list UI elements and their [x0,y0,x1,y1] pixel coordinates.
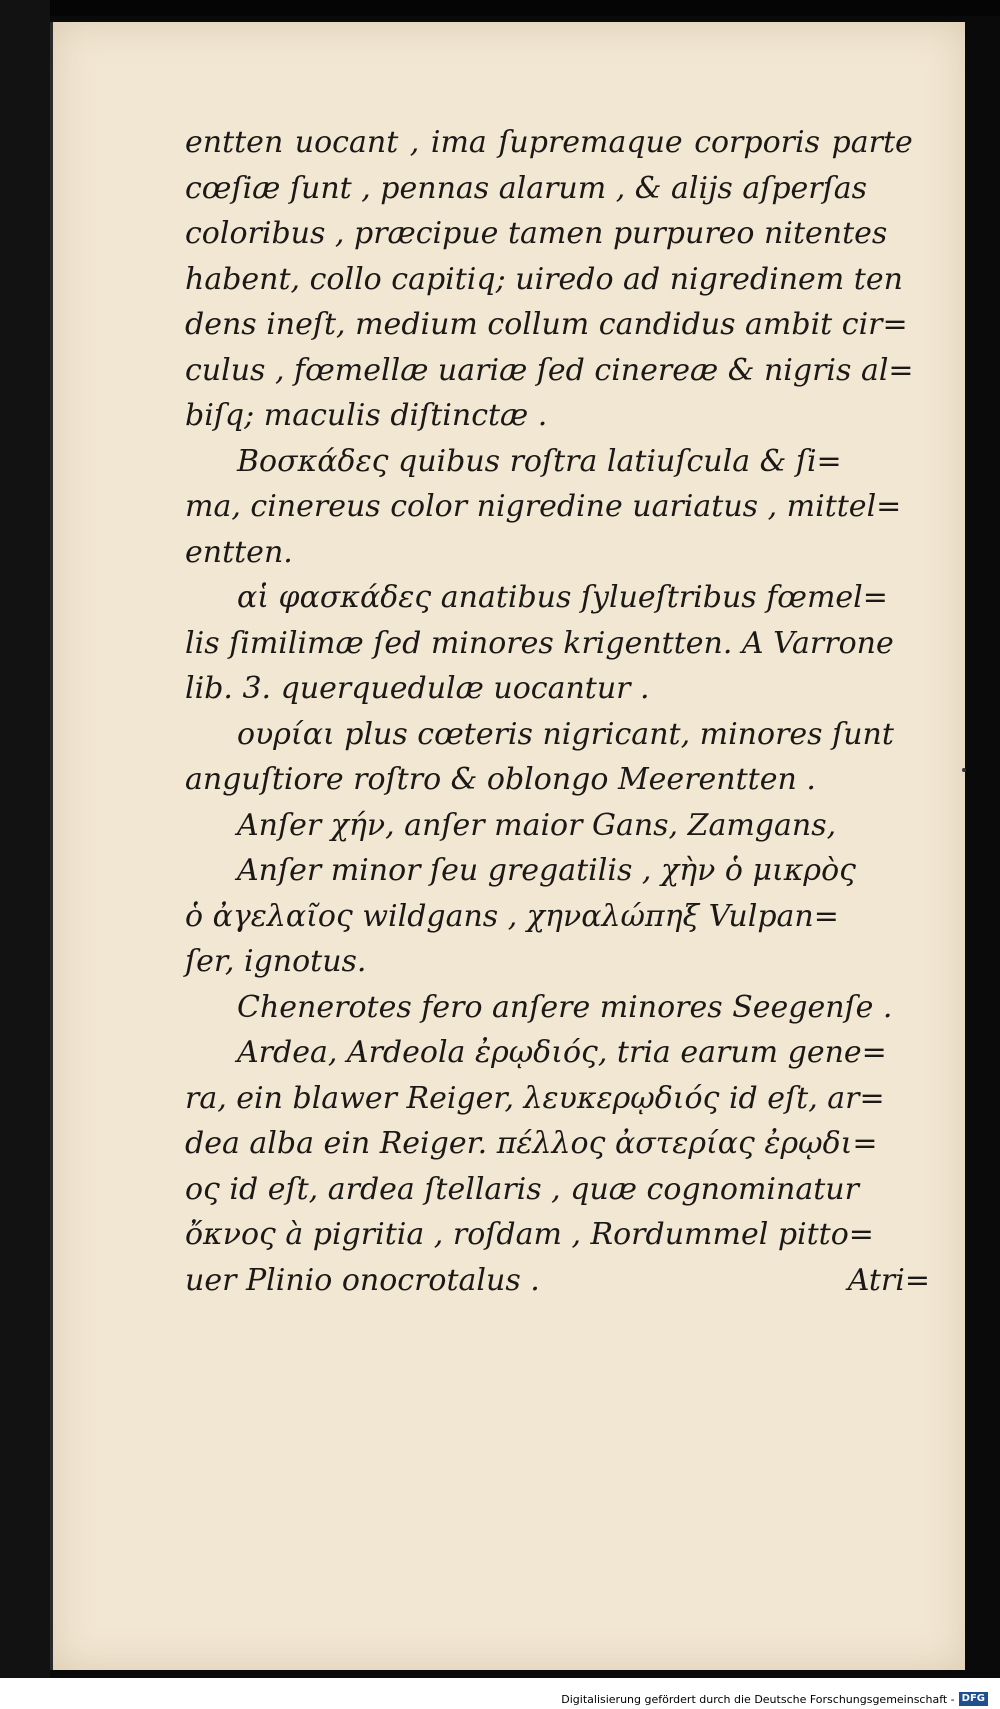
text-line: ma, cinereus color nigredine uariatus , mittel= [185,489,902,524]
catchword: Atri= [847,1262,930,1298]
text-line: ὁ ἀγελαῖος wildgans , χηναλώπηξ Vulpan= [185,898,839,934]
text-line: culus , fœmellæ uariæ ſed cinereæ & nigris al= [185,352,914,388]
dfg-logo: DFG [959,1692,988,1706]
text-line: ra, ein blawer Reiger, λευκερῳδιός id eſt, ar= [185,1080,885,1116]
scanner-top-border [0,0,1000,16]
text-line: Ardea, Ardeola ἐρῳδιός, tria earum gene= [237,1035,887,1070]
scanner-left-border [0,0,50,1709]
text-line: entten. [185,534,293,570]
text-line: ſer, ignotus. [185,944,367,979]
text-line: lib. 3. querquedulæ uocantur . [185,671,650,706]
text-line: Anſer χήν, anſer maior Gans, Zamgans, [237,807,837,843]
digitization-credit [561,1692,988,1706]
text-line: Βοσκάδες quibus roſtra latiuſcula & ſi= [237,443,842,479]
text-line: Anſer minor ſeu gregatilis , χὴν ὁ μικρὸς [237,853,856,888]
last-line [185,1258,930,1304]
ink-speck [962,768,966,772]
text-line: entten uocant , ima ſupremaque corporis parte [185,125,913,160]
text-line: anguſtiore roſtro & oblongo Meerentten . [185,762,816,797]
text-line: lis ſimilimæ ſed minores krigentten. A Varrone [185,625,894,661]
text-line: cœſiæ ſunt , pennas alarum , & alijs aſperſas [185,170,868,206]
text-line: coloribus , præcipue tamen purpureo nitentes [185,216,888,251]
text-line: habent, collo capitiq; uiredo ad nigredinem ten [185,261,903,297]
text-line: ουρίαι plus cœteris nigricant, minores ſunt [237,716,894,752]
text-line: ὄκνος à pigritia , roſdam , Rordummel pitto= [185,1217,874,1252]
text-line: Chenerotes fero anſere minores Seegenſe . [237,989,893,1025]
text-line: ος id eſt, ardea ſtellaris , quæ cognominatur [185,1171,859,1207]
credit-text: Digitalisierung gefördert durch die Deutsche Forschungsgemeinschaft - [561,1692,955,1706]
text-line: dens ineſt, medium collum candidus ambit cir= [185,307,908,342]
text-line: uer Plinio onocrotalus . [185,1262,540,1298]
page-text [185,120,930,1303]
text-line: αἱ φασκάδες anatibus ſylueſtribus fœmel= [237,580,888,615]
text-line: dea alba ein Reiger. πέλλος ἀστερίας ἐρῳδι= [185,1126,878,1161]
text-line: biſq; maculis diſtinctæ . [185,398,548,433]
